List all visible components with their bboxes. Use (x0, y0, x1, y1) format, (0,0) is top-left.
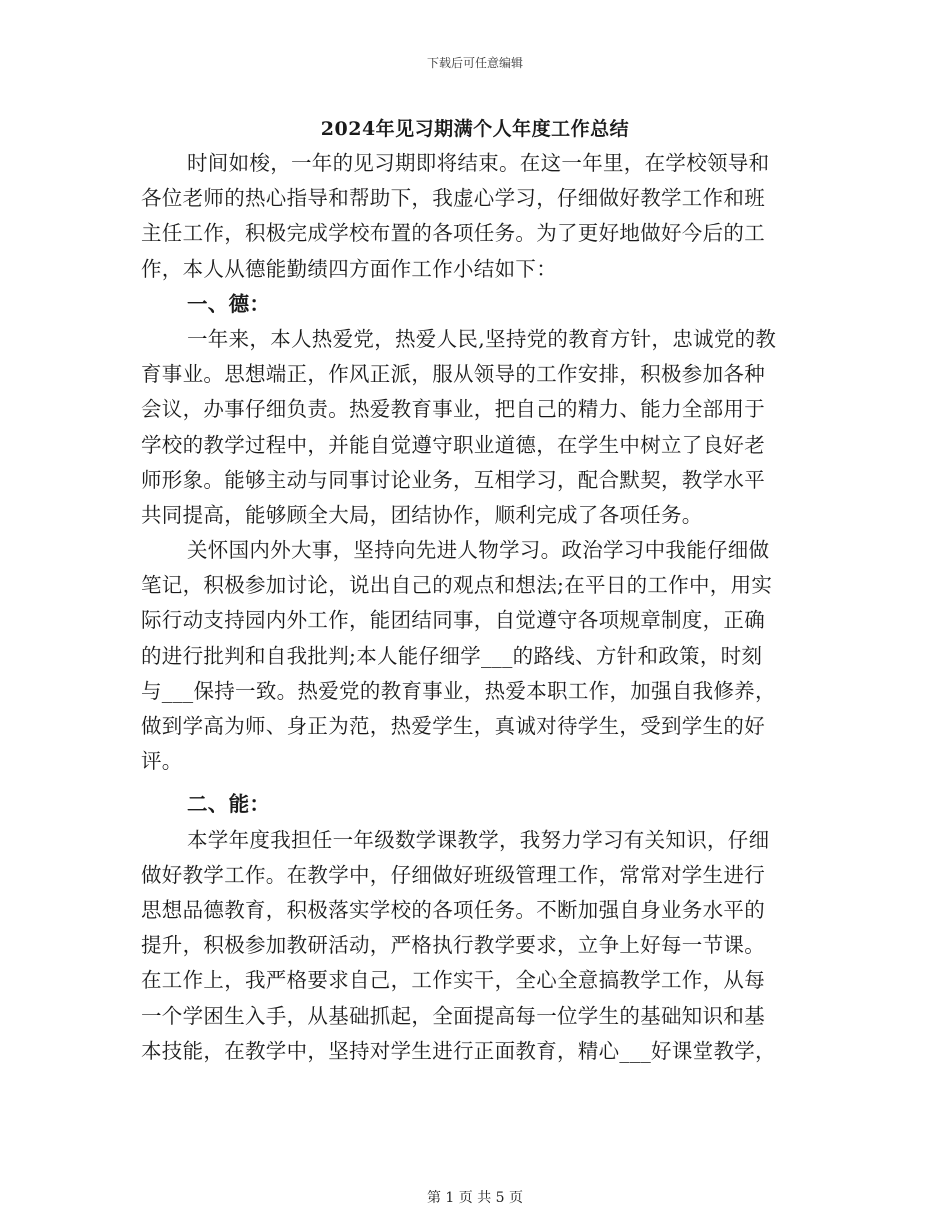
paragraph-line: 际行动支持园内外工作，能团结同事，自觉遵守各项规章制度，正确 (141, 608, 765, 633)
paragraph-line: 本技能，在教学中，坚持对学生进行正面教育，精心___好课堂教学， (141, 1038, 776, 1063)
header-note: 下载后可任意编辑 (426, 56, 523, 70)
paragraph-line: 一个学困生入手，从基础抓起，全面提高每一位学生的基础知识和基 (141, 1003, 765, 1028)
document-body (141, 146, 810, 1069)
paragraph-line: 育事业。思想端正，作风正派，服从领导的工作安排，积极参加各种 (141, 362, 765, 387)
paragraph-line: 作，本人从德能勤绩四方面作工作小结如下： (141, 256, 557, 281)
paragraph-line: 做到学高为师、身正为范，热爱学生，真诚对待学生，受到学生的好 (141, 714, 765, 738)
page-title: 2024年见习期满个人年度工作总结 (320, 118, 630, 140)
paragraph-line: 会议，办事仔细负责。热爱教育事业，把自己的精力、能力全部用于 (141, 397, 765, 422)
paragraph-line: 在工作上，我严格要求自己，工作实干，全心全意搞教学工作，从每 (141, 968, 765, 993)
paragraph-line: 本学年度我担任一年级数学课教学，我努力学习有关知识，仔细 (187, 827, 770, 852)
paragraph-line: 提升，积极参加教研活动，严格执行教学要求，立争上好每一节课。 (141, 933, 765, 958)
paragraph-line: 与___保持一致。热爱党的教育事业，热爱本职工作，加强自我修养， (141, 678, 776, 703)
paragraph-line: 学校的教学过程中，并能自觉遵守职业道德，在学生中树立了良好老 (141, 432, 765, 457)
paragraph-line: 评。 (141, 749, 183, 774)
page-footer: 第 1 页 共 5 页 (426, 1190, 524, 1206)
paragraph-line: 的进行批判和自我批判;本人能仔细学___的路线、方针和政策，时刻 (141, 643, 763, 668)
paragraph-line: 一年来，本人热爱党，热爱人民,坚持党的教育方针，忠诚党的教 (187, 326, 777, 351)
paragraph-line: 共同提高，能够顾全大局，团结协作，顺利完成了各项任务。 (141, 502, 703, 527)
paragraph-line: 时间如梭，一年的见习期即将结束。在这一年里，在学校领导和 (187, 151, 770, 175)
section-heading-neng: 二、能： (187, 792, 271, 817)
paragraph-line: 做好教学工作。在教学中，仔细做好班级管理工作，常常对学生进行 (141, 862, 765, 887)
section-gap (141, 779, 810, 787)
section-heading-de: 一、德： (187, 291, 271, 316)
paragraph-line: 师形象。能够主动与同事讨论业务，互相学习，配合默契，教学水平 (141, 467, 765, 492)
paragraph-line: 思想品德教育，积极落实学校的各项任务。不断加强自身业务水平的 (141, 897, 765, 922)
paragraph-line: 笔记，积极参加讨论，说出自己的观点和想法;在平日的工作中，用实 (141, 573, 773, 598)
paragraph-line: 主任工作，积极完成学校布置的各项任务。为了更好地做好今后的工 (141, 221, 765, 246)
paragraph-line: 关怀国内外大事，坚持向先进人物学习。政治学习中我能仔细做 (187, 538, 770, 563)
paragraph-line: 各位老师的热心指导和帮助下，我虚心学习，仔细做好教学工作和班 (141, 186, 765, 211)
